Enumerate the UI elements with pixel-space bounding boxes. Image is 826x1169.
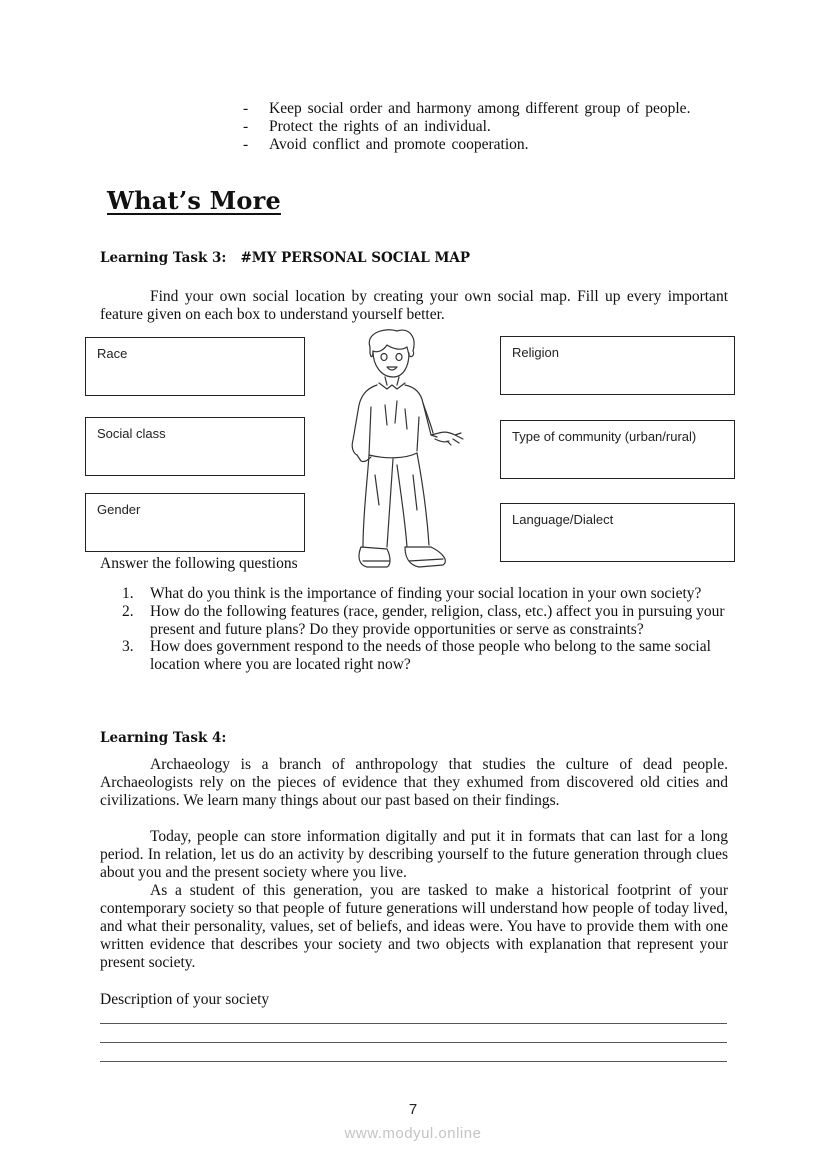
bullet-item: [243, 136, 723, 154]
answer-prompt: Answer the following questions: [100, 555, 298, 572]
language-label: Language/Dialect: [512, 512, 614, 527]
bullet-marker: -: [243, 100, 249, 117]
task4-paragraph-3: As a student of this generation, you are tasked to make a historical footprint of your contemporary society so that people of future generations will understand how people of today lived, and what their personality, values, set of beliefs, and ideas were. You have to provide them with one written evidence that describes your society and two objects with explanation that represent your present society.: [100, 882, 728, 971]
intro-bullet-list: [243, 100, 723, 154]
task3-instructions: Find your own social location by creating your own social map. Fill up every important feature given on each box to understand yourself better.: [100, 288, 728, 323]
question-text: How do the following features (race, gender, religion, class, etc.) affect you in pursuing your present and future plans? Do they provide opportunities or serve as constraints?: [150, 602, 725, 638]
section-heading: What’s More: [107, 186, 281, 215]
task3-title: Learning Task 3: #MY PERSONAL SOCIAL MAP: [100, 250, 471, 266]
bullet-item: [243, 118, 723, 136]
social-class-label: Social class: [97, 426, 166, 441]
bullet-text: Keep social order and harmony among different group of people.: [269, 100, 691, 117]
task4-paragraph-1: Archaeology is a branch of anthropology that studies the culture of dead people. Archaeologists rely on the pieces of evidence that they exhumed from discovered old cities and civilizations. We learn many things about our past based on their findings.: [100, 756, 728, 809]
answer-line[interactable]: [100, 1023, 727, 1024]
social-class-box[interactable]: [85, 417, 305, 476]
page-number: 7: [408, 1101, 418, 1118]
religion-label: Religion: [512, 345, 559, 360]
religion-box[interactable]: [500, 336, 735, 395]
question-item: [122, 585, 727, 603]
question-number: 1.: [122, 585, 134, 602]
boy-illustration: [335, 325, 470, 575]
task4-title: Learning Task 4:: [100, 730, 227, 746]
gender-box[interactable]: [85, 493, 305, 552]
question-text: What do you think is the importance of finding your social location in your own society?: [150, 585, 702, 602]
questions-list: [122, 585, 727, 674]
description-label: Description of your society: [100, 991, 270, 1008]
bullet-marker: -: [243, 136, 249, 153]
race-box[interactable]: [85, 337, 305, 396]
question-item: [122, 603, 727, 639]
language-box[interactable]: [500, 503, 735, 562]
answer-line[interactable]: [100, 1042, 727, 1043]
question-item: [122, 638, 727, 674]
race-label: Race: [97, 346, 128, 361]
task4-paragraph-2: Today, people can store information digitally and put it in formats that can last for a long period. In relation, let us do an activity by describing yourself to the future generation through clues about you and the present society where you live.: [100, 828, 728, 881]
question-text: How does government respond to the needs of those people who belong to the same social location where you are located right now?: [150, 638, 711, 674]
question-number: 3.: [122, 638, 134, 656]
gender-label: Gender: [97, 502, 141, 517]
watermark: www.modyul.online: [344, 1125, 482, 1142]
community-type-box[interactable]: [500, 420, 735, 479]
answer-line[interactable]: [100, 1061, 727, 1062]
bullet-item: [243, 100, 723, 118]
community-type-label: Type of community (urban/rural): [512, 429, 697, 444]
bullet-text: Protect the rights of an individual.: [269, 118, 491, 135]
question-number: 2.: [122, 602, 134, 620]
bullet-marker: -: [243, 118, 249, 135]
bullet-text: Avoid conflict and promote cooperation.: [269, 136, 529, 153]
